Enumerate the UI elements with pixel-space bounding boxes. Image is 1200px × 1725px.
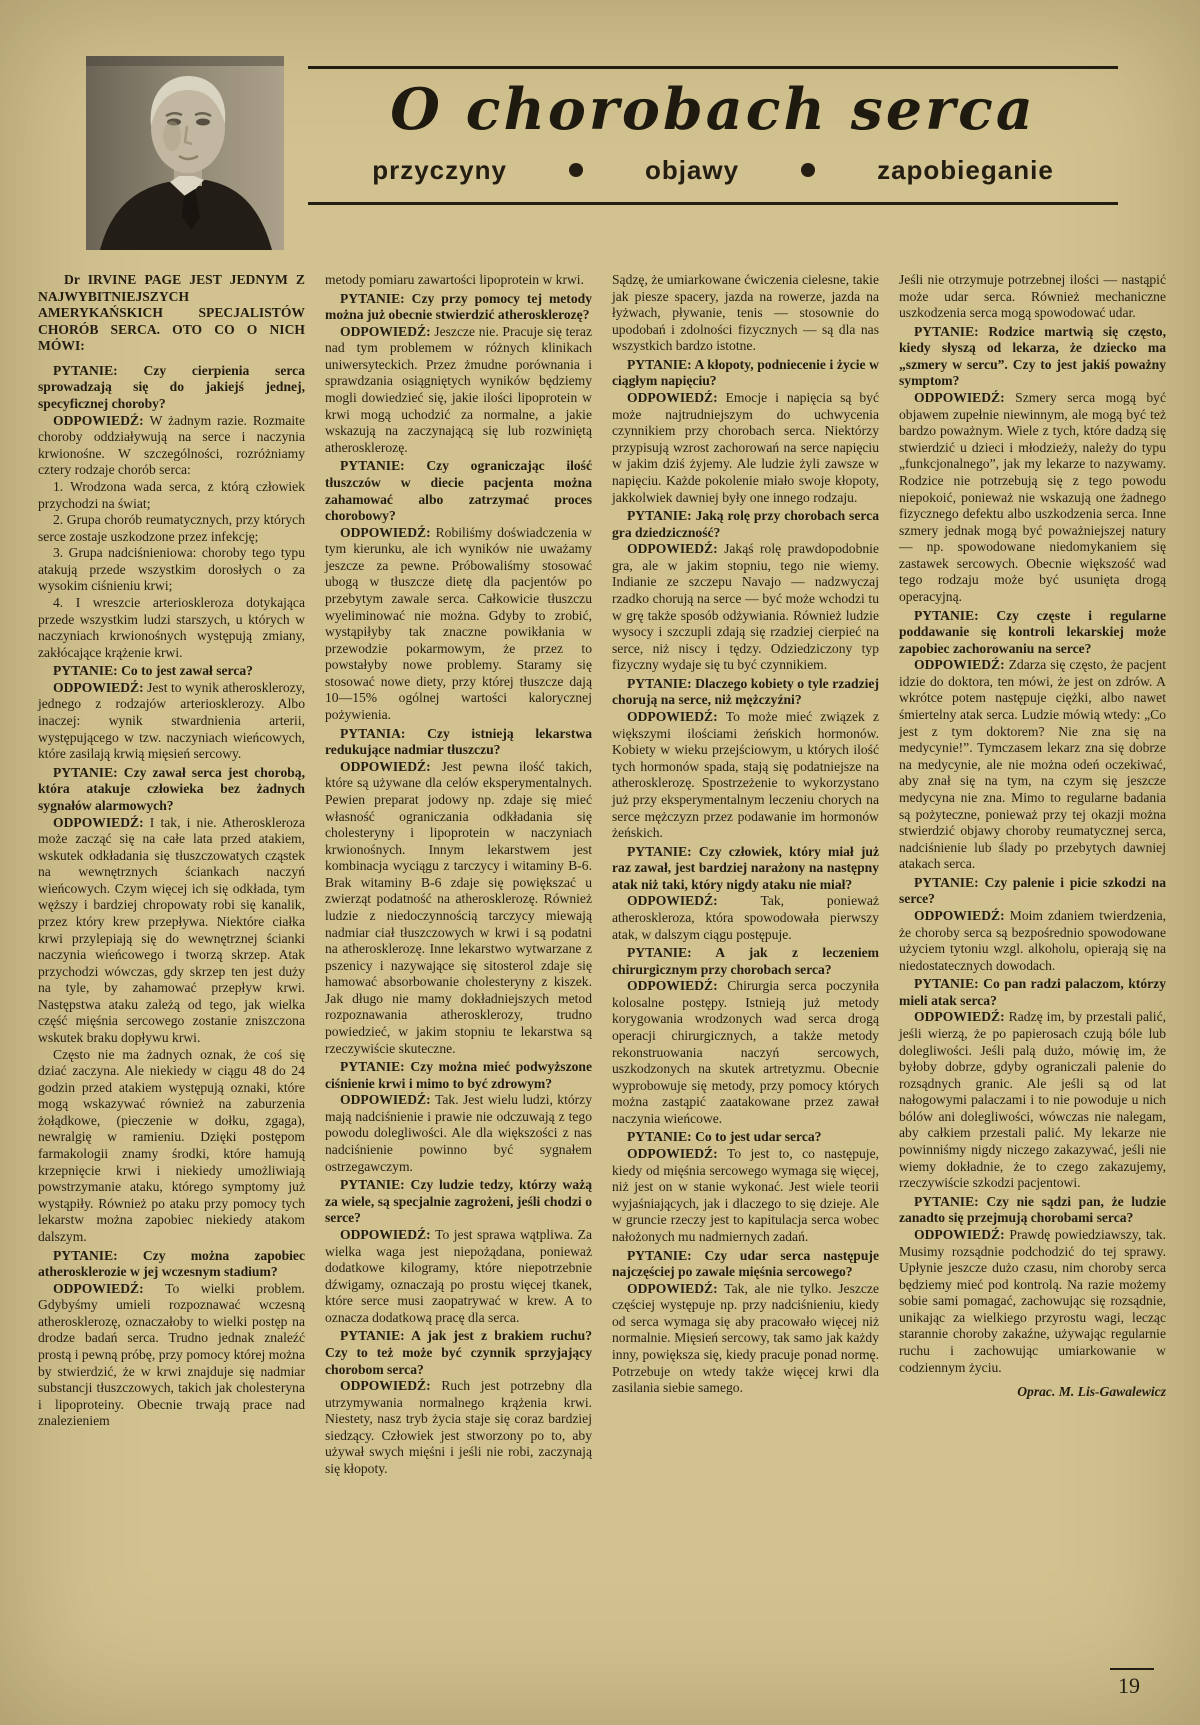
top-rule — [308, 66, 1118, 69]
answer-lead-label: ODPOWIEDŹ: — [53, 814, 150, 830]
answer-paragraph: ODPOWIEDŹ: Tak, ponieważ atheroskleroza, która spowodowała pierwszy atak, w dalszym ciągu postępuje. — [612, 893, 879, 942]
question-paragraph: PYTANIE: Czy ograniczając ilość tłuszczów w diecie pacjenta można zahamować albo zatrzymać proces chorobowy? — [325, 458, 592, 524]
question-paragraph: PYTANIE: Czy udar serca następuje najczęściej po zawale mięśnia sercowego? — [612, 1247, 879, 1280]
body-paragraph: Często nie ma żadnych oznak, że coś się dziać zaczyna. Ale niekiedy w ciągu 48 do 24 godzin przed atakiem występują oznaki, które mogą wskazywać również na zaburzenia żołądkowe, (pieczenie w dołku, zgaga), newralgię w ramieniu. Dzięki postępom farmakologii znamy środki, które hamują krzepnięcie krwi i niekiedy umożliwiają powstrzymanie ataku, którego symptomy już wystąpiły. Również po ataku przy pomocy tych lekarstw można zapobiec niekiedy atakom dalszym. — [38, 1046, 305, 1244]
question-paragraph: PYTANIE: Co pan radzi palaczom, którzy mieli atak serca? — [899, 976, 1166, 1008]
answer-paragraph: ODPOWIEDŹ: Radzę im, by przestali palić, jeśli wierzą, że po papierosach czują bóle lub dolegliwości. Jeśli palą dużo, mówię im, że byłoby dobrze, gdyby ograniczali palenie do rozsądnych granic. Ale jeśli są od lat nałogowymi palaczami i to nie powoduje u nich bólów ani dolegliwości, wówczas nie nalegam, aby całkiem przestali palić. My lekarze nie powinniśmy nigdy niczego zakazywać, jeśli nie wiemy dokładnie, że to czego zakazujemy, rzeczywiście szkodzi pacjentowi. — [899, 1009, 1166, 1191]
subtitle-item-symptoms: objawy — [644, 154, 740, 185]
answer-lead-label: ODPOWIEDŹ: — [627, 978, 728, 994]
answer-lead-label: ODPOWIEDŹ: — [53, 412, 150, 428]
question-paragraph: PYTANIE: Czy można zapobiec atherosklerozie w jej wczesnym stadium? — [38, 1247, 305, 1280]
answer-lead-label: ODPOWIEDŹ: — [53, 679, 148, 695]
answer-lead-label: ODPOWIEDŹ: — [340, 323, 435, 339]
answer-paragraph: ODPOWIEDŹ: Jeszcze nie. Pracuje się teraz nad tym problemem w różnych klinikach uniwersyteckich. Przez żmudne porównania i sprawdzania osiągniętych wyników będziemy mogli dowiedzieć się, jakie ilości lipoprotein w krwi mogą uchodzić za normalne, a jakie wskazują na zaczynającą się lub rozwiniętą atherosklerozę. — [325, 323, 592, 455]
answer-paragraph: ODPOWIEDŹ: Szmery serca mogą być objawem zupełnie niewinnym, ale mogą być też bardzo poważnym. Wiele z tych, które dadzą się stwierdzić u dzieci i młodzieży, należy do typu „funkcjonalnego”, jak my lekarze to nazywamy. Rodzice nie potrzebują się z tego powodu niepokoić, ponieważ nie wskazują one żadnego fizycznego defektu albo uszkodzenia serca. Inne szmery jednak mogą być poważniejszej natury — np. spowodowane niedomykaniem się zastawek sercowych. Obecnie większość wad tego rodzaju może być usunięta drogą operacyjną. — [899, 390, 1166, 604]
answer-lead-label: ODPOWIEDŹ: — [914, 1226, 1010, 1242]
answer-paragraph: ODPOWIEDŹ: W żadnym razie. Rozmaite choroby oddziaływują na serce i naczynia krwionośne. W szczególności, rozróżniamy cztery rodzaje chorób serca: — [38, 412, 305, 478]
answer-paragraph: ODPOWIEDŹ: I tak, i nie. Atheroskleroza może zacząć się na całe lata przed atakiem, wskutek odkładania się tłuszczowatych cząstek na wewnętrznych ściankach naczyń wieńcowych. Czym więcej ich się odkłada, tym węższy i bardziej chropowaty robi się kanalik, przez który krew przepływa. Niektóre ciałka krwi przylepiają się do wewnętrznej ścianki naczynia wieńcowego i tworzą skrzep. Atak przychodzi wówczas, gdy skrzep ten jest duży na tyle, by zahamować przepływ krwi. Następstwa ataku zależą od tego, jak wielka część mięśnia sercowego zostanie zniszczona wskutek braku dopływu krwi. — [38, 814, 305, 1046]
answer-lead-label: ODPOWIEDŹ: — [914, 390, 1016, 406]
question-paragraph: PYTANIE: Czy cierpienia serca sprowadzają się do jakiejś jednej, specyficznej choroby? — [38, 362, 305, 412]
answer-lead-label: ODPOWIEDŹ: — [627, 893, 761, 909]
question-paragraph: PYTANIA: Czy istnieją lekarstwa redukujące nadmiar tłuszczu? — [325, 725, 592, 758]
answer-paragraph: ODPOWIEDŹ: Jest to wynik atherosklerozy, jednego z rodzajów arteriosklerozy. Albo inaczej: wynik stwardnienia arterii, występującego w tzw. naczyniach wieńcowych, które zasilają krwią mięsień sercowy. — [38, 679, 305, 762]
answer-lead-label: ODPOWIEDŹ: — [627, 709, 726, 725]
answer-paragraph: ODPOWIEDŹ: Prawdę powiedziawszy, tak. Musimy rozsądnie podchodzić do tej sprawy. Upłynie jeszcze dużo czasu, nim choroby serca będziemy mieć pod kontrolą. Na razie możemy sobie sami pomagać, zachowując się rozsądnie, unikając za wielkiego przyrostu wagi, lecząc starannie choroby zakaźne, używając regularnie ruchu i zachowując umiarkowanie w codziennym życiu. — [899, 1226, 1166, 1375]
answer-paragraph: ODPOWIEDŹ: Ruch jest potrzebny dla utrzymywania normalnego krążenia krwi. Niestety, nasz tryb życia staje się coraz bardziej siedzący. Człowiek jest stworzony po to, aby używał swych mięśni i jeśli nie robi, zaczynają się kłopoty. — [325, 1378, 592, 1477]
bullet-icon — [569, 163, 583, 177]
answer-paragraph: ODPOWIEDŹ: Chirurgia serca poczyniła kolosalne postępy. Istnieją już metody korygowania wrodzonych wad serca drogą operacji chirurgicznych, a także metody rekonstruowania naczyń sercowych, uszkodzonych na skutek artretyzmu. Obecnie wyprobowuje się metody, przy pomocy których można zastąpić zaatakowane przez zawał naczynia wieńcowe. — [612, 978, 879, 1126]
intro-paragraph: Dr IRVINE PAGE JEST JEDNYM Z NAJWYBITNIEJSZYCH AMERYKAŃSKICH SPECJALISTÓW CHORÓB SERCA. OTO CO O NICH MÓWI: — [38, 272, 305, 354]
page-number: 19 — [1118, 1664, 1154, 1699]
portrait-photo-illustration — [86, 56, 284, 250]
text-column-2 — [325, 272, 592, 1478]
answer-lead-label: ODPOWIEDŹ: — [914, 657, 1009, 673]
answer-paragraph: ODPOWIEDŹ: Jakąś rolę prawdopodobnie gra, ale w jakim stopniu, tego nie wiemy. Indianie ze szczepu Navajo — nadzwyczaj rzadko chorują na serce — być może wchodzi tu w grę także sposób odżywiania. Również ludzie wysocy i szczupli zdają się rzadziej cierpieć na serce, niż niscy i tędzy. Odziedziczony typ fizyczny wydaje się tu być czynnikiem. — [612, 541, 879, 673]
answer-paragraph: ODPOWIEDŹ: Tak, ale nie tylko. Jeszcze częściej występuje np. przy nadciśnieniu, kiedy od serca wymaga się aby pracowało więcej niż normalnie. Mięsień sercowy, tak samo jak każdy inny, powiększa się, kiedy pracuje ponad normę. Potrzebuje on wtedy także więcej krwi dla zasilania siebie samego. — [612, 1280, 879, 1396]
answer-lead-label: ODPOWIEDŹ: — [340, 1226, 436, 1242]
title-block — [308, 66, 1118, 205]
question-paragraph: PYTANIE: Rodzice martwią się często, kiedy słyszą od lekarza, że dziecko ma „szmery w sercu”. Czy to jest jakiś poważny symptom? — [899, 323, 1166, 389]
answer-paragraph: ODPOWIEDŹ: To jest sprawa wątpliwa. Za wielka waga jest niepożądana, ponieważ dodatkowe kilogramy, które niepotrzebnie dźwigamy, oznaczają po prostu więcej tkanek, które serce musi zaopatrywać w krew. A to oznacza dodatkową pracę dla serca. — [325, 1226, 593, 1325]
question-paragraph: PYTANIE: A jak z leczeniem chirurgicznym przy chorobach serca? — [612, 945, 879, 977]
question-paragraph: PYTANIE: Czy zawał serca jest chorobą, która atakuje człowieka bez żadnych sygnałów alarmowych? — [38, 764, 305, 813]
answer-lead-label: ODPOWIEDŹ: — [340, 758, 442, 774]
subtitle-item-prevention: zapobieganie — [877, 154, 1054, 185]
subtitle-item-causes: przyczyny — [372, 154, 507, 185]
answer-lead-label: ODPOWIEDŹ: — [340, 524, 436, 540]
text-column-1 — [38, 272, 305, 1478]
article-columns — [38, 272, 1166, 1478]
question-paragraph: PYTANIE: A kłopoty, podniecenie i życie w ciągłym napięciu? — [612, 356, 879, 389]
continuation-paragraph: Jeśli nie otrzymuje potrzebnej ilości — nastąpić może udar serca. Również mechaniczne uszkodzenia serca mogą spowodować udar. — [899, 272, 1166, 321]
answer-lead-label: ODPOWIEDŹ: — [627, 1280, 725, 1296]
answer-paragraph: ODPOWIEDŹ: Robiliśmy doświadczenia w tym kierunku, ale ich wyników nie uważamy jeszcze za pewne. Próbowaliśmy stosować ubogą w tłuszcze dietę dla pacjentów po przebytym zawale serca. Całkowicie tłuszczu wyeliminować nie można. Gdyby to zrobić, wystąpiłyby tak znaczne powikłania w przewodzie pokarmowym, że przez to powstałyby nowe problemy. Staramy się stosować nowe diety, przy której tłuszcze dają 10—15% ogólnej wartości kalorycznej pożywienia. — [325, 524, 592, 723]
text-column-4 — [899, 272, 1166, 1478]
article-title: O chorobach serca — [390, 76, 1036, 143]
question-paragraph: PYTANIE: Czy palenie i picie szkodzi na serce? — [899, 874, 1166, 907]
answer-paragraph: ODPOWIEDŹ: To może mieć związek z większymi ilościami żeńskich hormonów. Kobiety w wieku przejściowym, u których ilość tych hormonów spada, stają się podatniejsze na atherosklerozę. Spostrzeżenie to wykorzystano już przy eksperymentalnym leczeniu chorych na serce mężczyzn przez podawanie im hormonów żeńskich. — [612, 709, 879, 841]
question-paragraph: PYTANIE: Czy ludzie tedzy, którzy ważą za wiele, są specjalnie zagrożeni, jeśli chodzi o serce? — [325, 1177, 592, 1226]
body-paragraph: 1. Wrodzona wada serca, z którą człowiek przychodzi na świat; — [38, 478, 305, 511]
question-paragraph: PYTANIE: A jak jest z brakiem ruchu? Czy to też może być czynnik sprzyjający chorobom serca? — [325, 1328, 592, 1377]
answer-paragraph: ODPOWIEDŹ: Jest pewna ilość takich, które są używane dla celów eksperymentalnych. Pewien preparat jodowy np. zdaje się mieć własność ograniczania odkładania się cholesteryny i lipoprotein w naczyniach krwionośnych. Innym lekarstwem jest kombinacja wyciągu z tarczycy i witaminy B-6. Brak witaminy B-6 zdaje się powiększać u zwierząt podatność na atherosklerozę. Również ludzie z niedoczynnością tarczycy miewają nadmiar ciał tłuszczowych w krwi i są podatni na atherosklerozę. Inne lekarstwo wytwarzane z pszenicy i nazywające się sitosterol zdaje się hamować absorbowanie cholesteryny z kiszek. Jak długo nie mamy dokładniejszych metod rozpoznawania atherosklerozy, trudno powiedzieć, w jakim stopniu te lekarstwa są rzeczywiście skuteczne. — [325, 758, 592, 1056]
question-paragraph: PYTANIE: Czy przy pomocy tej metody można już obecnie stwierdzić atherosklerozę? — [325, 290, 592, 323]
question-paragraph: PYTANIE: Czy można mieć podwyższone ciśnienie krwi i mimo to być zdrowym? — [325, 1059, 592, 1091]
bullet-icon — [801, 163, 815, 177]
bottom-rule — [308, 202, 1118, 205]
answer-lead-label: ODPOWIEDŹ: — [914, 1009, 1009, 1025]
answer-lead-label: ODPOWIEDŹ: — [340, 1092, 436, 1108]
continuation-paragraph: metody pomiaru zawartości lipoprotein w krwi. — [325, 272, 584, 287]
question-paragraph: PYTANIE: Co to jest udar serca? — [627, 1129, 822, 1145]
answer-lead-label: ODPOWIEDŹ: — [914, 907, 1010, 923]
answer-lead-label: ODPOWIEDŹ: — [340, 1378, 442, 1394]
body-paragraph: 4. I wreszcie arterioskleroza dotykająca przede wszystkim ludzi starszych, u których w naczyniach krwionośnych występują zmiany, zakłócające krążenie krwi. — [38, 594, 305, 660]
continuation-paragraph: Sądzę, że umiarkowane ćwiczenia cielesne, takie jak piesze spacery, jazda na rowerze, jazda na łyżwach, pływanie, tenis — stosownie do upodobań i zdolności fizycznych — są dla nas wszystkich bardzo istotne. — [612, 272, 879, 354]
question-paragraph: PYTANIE: Czy częste i regularne poddawanie się kontroli lekarskiej może zapobiec zachorowaniu na serce? — [899, 607, 1166, 656]
question-paragraph: PYTANIE: Czy nie sądzi pan, że ludzie zanadto się przejmują chorobami serca? — [899, 1193, 1166, 1226]
body-paragraph: 2. Grupa chorób reumatycznych, przy których serce zostaje uszkodzone przez infekcję; — [38, 512, 305, 544]
answer-paragraph: ODPOWIEDŹ: To wielki problem. Gdybyśmy umieli rozpoznawać wczesną atherosklerozę, oznaczałoby to wielki postęp na drodze badań serca. Trudno jednak znaleźć prostą i pewną próbę, przy pomocy której można by stwierdzić, że w krwi znajduje się nadmiar substancji tłuszczowych, takich jak cholesteryna i lipoproteiny. Obecnie trwają prace nad znalezieniem — [38, 1280, 305, 1429]
question-paragraph: PYTANIE: Jaką rolę przy chorobach serca gra dziedziczność? — [612, 508, 879, 540]
answer-lead-label: ODPOWIEDŹ: — [627, 1146, 727, 1162]
question-paragraph: PYTANIE: Co to jest zawał serca? — [53, 663, 253, 679]
answer-lead-label: ODPOWIEDŹ: — [627, 541, 725, 557]
text-column-3 — [612, 272, 879, 1478]
answer-paragraph: ODPOWIEDŹ: Moim zdaniem twierdzenia, że choroby serca są bezpośrednio spowodowane użyciem tytoniu wzgl. alkoholu, opierają się na niedostatecznych dowodach. — [899, 907, 1166, 973]
answer-paragraph: ODPOWIEDŹ: Zdarza się często, że pacjent idzie do doktora, ten mówi, że jest on zdrów. A wkrótce potem następuje ciężki, albo nawet śmiertelny atak serca. Ludzie mówią wtedy: „Co jest z tym doktorem? Nie zna się na medycynie!”. Tymczasem lekarz zna się dobrze na medycynie, ale nie można odeń oczekiwać, aby znał się na tym, na czym się jeszcze medycyna nie zna. Mimo to regularne badania są pożyteczne, ponieważ przy tej okazji można stwierdzić objawy choroby reumatycznej serca, nadciśnienie lub ślady po przebytych dawniej atakach serca. — [899, 657, 1166, 872]
credit-line: Oprac. M. Lis-Gawalewicz — [1017, 1384, 1166, 1400]
answer-paragraph: ODPOWIEDŹ: To jest to, co następuje, kiedy od mięśnia sercowego wymaga się więcej, niż jest on w stanie wykonać. Jest wiele teorii wyjaśniających, jak i dlaczego to się dzieje. Ale w gruncie rzeczy jest to kapitulacja serca wobec nałożonych mu nadmiernych zadań. — [612, 1146, 879, 1244]
portrait-photo — [86, 56, 284, 250]
question-paragraph: PYTANIE: Czy człowiek, który miał już raz zawał, jest bardziej narażony na następny atak niż taki, który nigdy ataku nie miał? — [612, 843, 879, 892]
article-subtitle — [308, 155, 1118, 186]
question-paragraph: PYTANIE: Dlaczego kobiety o tyle rzadziej chorują na serce, niż mężczyźni? — [612, 675, 879, 708]
answer-lead-label: ODPOWIEDŹ: — [53, 1280, 166, 1296]
answer-paragraph: ODPOWIEDŹ: Tak. Jest wielu ludzi, którzy mają nadciśnienie i prawie nie odczuwają z tego powodu dolegliwości. Ale dla większości z nas nadciśnienie powinno być sygnałem ostrzegawczym. — [325, 1092, 593, 1174]
answer-paragraph: ODPOWIEDŹ: Emocje i napięcia są być może najtrudniejszym do uchwycenia czynnikiem przy chorobach serca. Niektórzy przypisują wzrost zachorowań na serce napięciu w jakim dziś żyjemy. Ale ludzie żyli zawsze w napięciu. Każde pokolenie miało swoje kłopoty, jakkolwiek dawniej były one innego rodzaju. — [612, 390, 880, 505]
answer-lead-label: ODPOWIEDŹ: — [627, 390, 726, 406]
body-paragraph: 3. Grupa nadciśnieniowa: choroby tego typu atakują przede wszystkim dorosłych o za wysokim ciśnieniu krwi; — [38, 545, 305, 594]
